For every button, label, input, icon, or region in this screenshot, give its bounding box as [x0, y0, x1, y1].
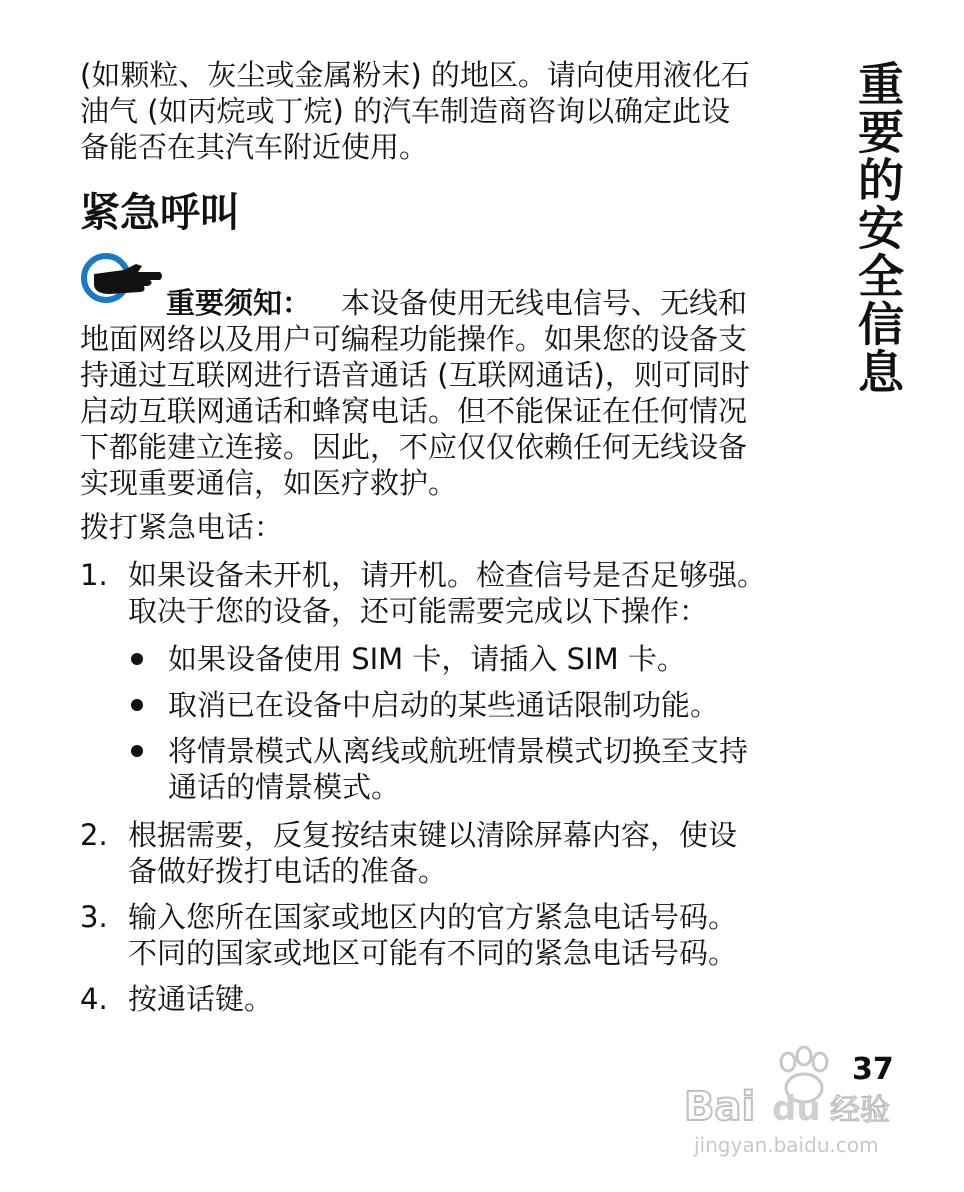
notice-line-2: 地面网络以及用户可编程功能操作。如果您的设备支: [80, 322, 748, 356]
step-number: 2.: [80, 818, 108, 852]
step-1-line-1: 如果设备未开机，请开机。检查信号是否足够强。: [128, 558, 767, 592]
section-heading: 紧急呼叫: [80, 190, 240, 236]
svg-text:Bai: Bai: [684, 1084, 756, 1130]
bullet-3-line-1: 将情景模式从离线或航班情景模式切换至支持: [168, 734, 749, 768]
svg-text:经验: 经验: [830, 1093, 890, 1128]
bullet-dot: [131, 653, 143, 665]
step-number: 4.: [80, 982, 108, 1016]
svg-text:du: du: [772, 1089, 821, 1129]
intro-line-1: (如颗粒、灰尘或金属粉末) 的地区。请向使用液化石: [80, 58, 750, 92]
watermark-url: jingyan.baidu.com: [694, 1133, 879, 1157]
bullet-1-line-1: 如果设备使用 SIM 卡，请插入 SIM 卡。: [168, 642, 686, 676]
bullet-2-line-1: 取消已在设备中启动的某些通话限制功能。: [168, 688, 720, 722]
side-chapter-title: 重要的安全信息: [851, 60, 905, 396]
step-number: 3.: [80, 900, 108, 934]
intro-line-3: 备能否在其汽车附近使用。: [80, 130, 429, 164]
step-1-line-2: 取决于您的设备，还可能需要完成以下操作：: [128, 594, 709, 628]
notice-text: 本设备使用无线电信号、无线和: [341, 286, 748, 320]
page-number: 37: [852, 1052, 894, 1087]
bullet-dot: [131, 745, 143, 757]
notice-line-3: 持通过互联网进行语音通话 (互联网通话)，则可同时: [80, 358, 750, 392]
steps-intro: 拨打紧急电话：: [80, 510, 284, 544]
notice-line-5: 下都能建立连接。因此，不应仅仅依赖任何无线设备: [80, 430, 748, 464]
notice-line-6: 实现重要通信，如医疗救护。: [80, 466, 458, 500]
step-2-line-1: 根据需要，反复按结束键以清除屏幕内容，使设: [128, 818, 738, 852]
bullet-dot: [131, 699, 143, 711]
notice-line-4: 启动互联网通话和蜂窝电话。但不能保证在任何情况: [80, 394, 748, 428]
step-4-line-1: 按通话键。: [128, 982, 274, 1016]
notice-label: 重要须知：: [166, 286, 312, 320]
bullet-3-line-2: 通话的情景模式。: [168, 770, 401, 804]
step-3-line-1: 输入您所在国家或地区内的官方紧急电话号码。: [128, 900, 738, 934]
pointing-hand-icon: [80, 248, 164, 308]
notice-first-line: [166, 284, 747, 322]
step-2-line-2: 备做好拨打电话的准备。: [128, 854, 448, 888]
step-number: 1.: [80, 558, 108, 592]
intro-line-2: 油气 (如丙烷或丁烷) 的汽车制造商咨询以确定此设: [80, 94, 731, 128]
step-3-line-2: 不同的国家或地区可能有不同的紧急电话号码。: [128, 936, 738, 970]
